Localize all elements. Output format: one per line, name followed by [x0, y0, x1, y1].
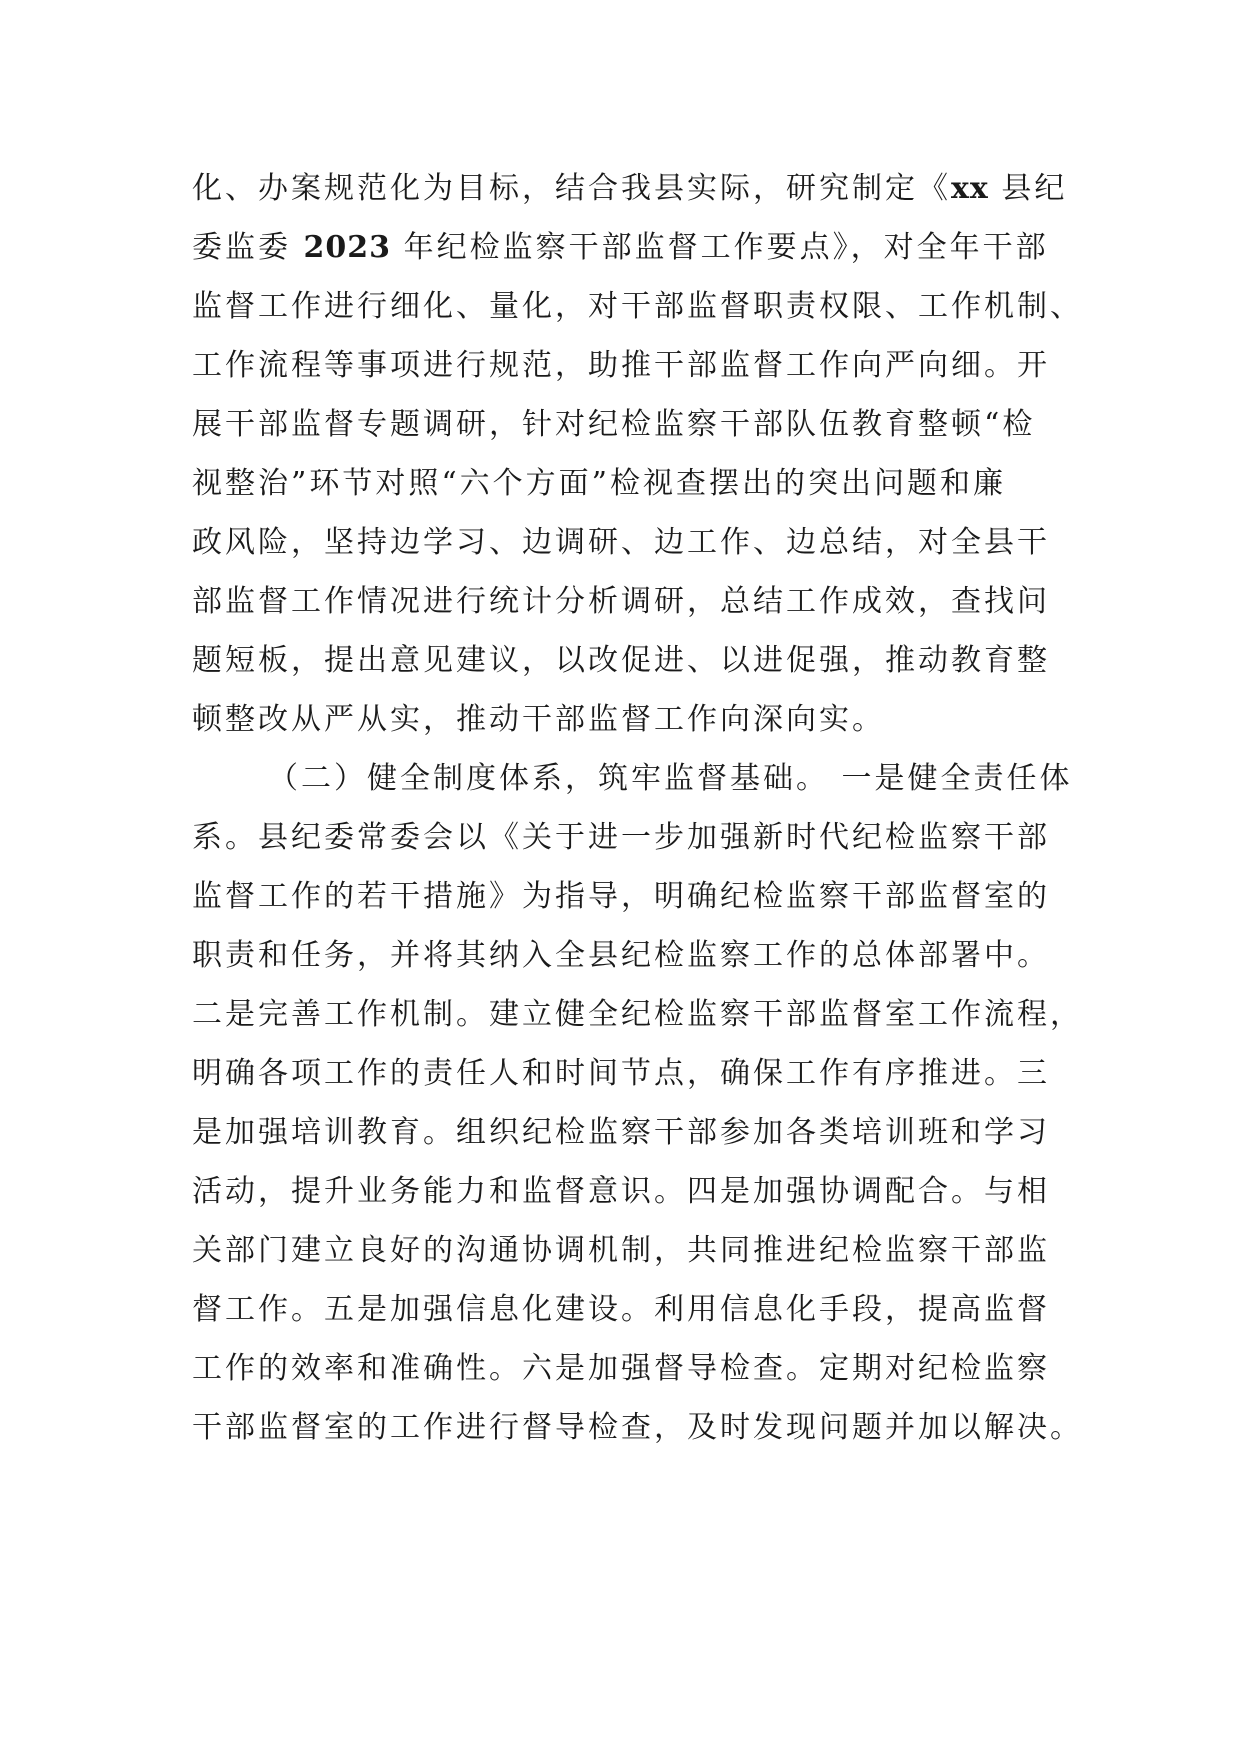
paragraph2-line-5: 二是完善工作机制。建立健全纪检监察干部监督室工作流程，: [192, 997, 1083, 1032]
paragraph1-line-4: 工作流程等事项进行规范，助推干部监督工作向严向细。开: [192, 348, 1050, 383]
paragraph2-line-12: 干部监督室的工作进行督导检查，及时发现问题并加以解决。: [192, 1410, 1083, 1445]
paragraph2-line-10: 督工作。五是加强信息化建设。利用信息化手段，提高监督: [192, 1292, 1050, 1327]
paragraph2-line-4: 职责和任务，并将其纳入全县纪检监察工作的总体部署中。: [192, 938, 1050, 973]
text-span: 年纪检监察干部监督工作要点》，对全年干部: [391, 230, 1049, 265]
bold-placeholder: xx: [951, 171, 989, 206]
paragraph2-line-2: 系。县纪委常委会以《关于进一步加强新时代纪检监察干部: [192, 820, 1050, 855]
paragraph1-line-8: 部监督工作情况进行统计分析调研，总结工作成效，查找问: [192, 584, 1050, 619]
text-span: 化、办案规范化为目标，结合我县实际，研究制定《: [192, 171, 951, 206]
paragraph2-line-11: 工作的效率和准确性。六是加强督导检查。定期对纪检监察: [192, 1351, 1050, 1386]
text-span: 县纪: [988, 171, 1068, 206]
paragraph2-line-8: 活动，提升业务能力和监督意识。四是加强协调配合。与相: [192, 1174, 1050, 1209]
paragraph2-line-1: （二）健全制度体系，筑牢监督基础。 一是健全责任体: [268, 761, 1073, 796]
text-span: 委监委: [192, 230, 304, 265]
paragraph1-line-10: 顿整改从严从实，推动干部监督工作向深向实。: [192, 702, 885, 737]
paragraph2-line-7: 是加强培训教育。组织纪检监察干部参加各类培训班和学习: [192, 1115, 1050, 1150]
paragraph1-line-7: 政风险，坚持边学习、边调研、边工作、边总结，对全县干: [192, 525, 1050, 560]
paragraph2-line-6: 明确各项工作的责任人和时间节点，确保工作有序推进。三: [192, 1056, 1050, 1091]
paragraph1-line-6: 视整治”环节对照“六个方面”检视查摆出的突出问题和廉: [192, 466, 1007, 501]
paragraph1-line-2: [192, 226, 1049, 270]
paragraph1-line-3: 监督工作进行细化、量化，对干部监督职责权限、工作机制、: [192, 289, 1083, 324]
paragraph1-line-5: 展干部监督专题调研，针对纪检监察干部队伍教育整顿“检: [192, 407, 1036, 442]
paragraph1-line-9: 题短板，提出意见建议，以改促进、以进促强，推动教育整: [192, 643, 1050, 678]
paragraph2-line-9: 关部门建立良好的沟通协调机制，共同推进纪检监察干部监: [192, 1233, 1050, 1268]
paragraph1-line-1: [192, 167, 1067, 211]
bold-year: 2023: [303, 230, 392, 265]
paragraph2-line-3: 监督工作的若干措施》为指导，明确纪检监察干部监督室的: [192, 879, 1050, 914]
